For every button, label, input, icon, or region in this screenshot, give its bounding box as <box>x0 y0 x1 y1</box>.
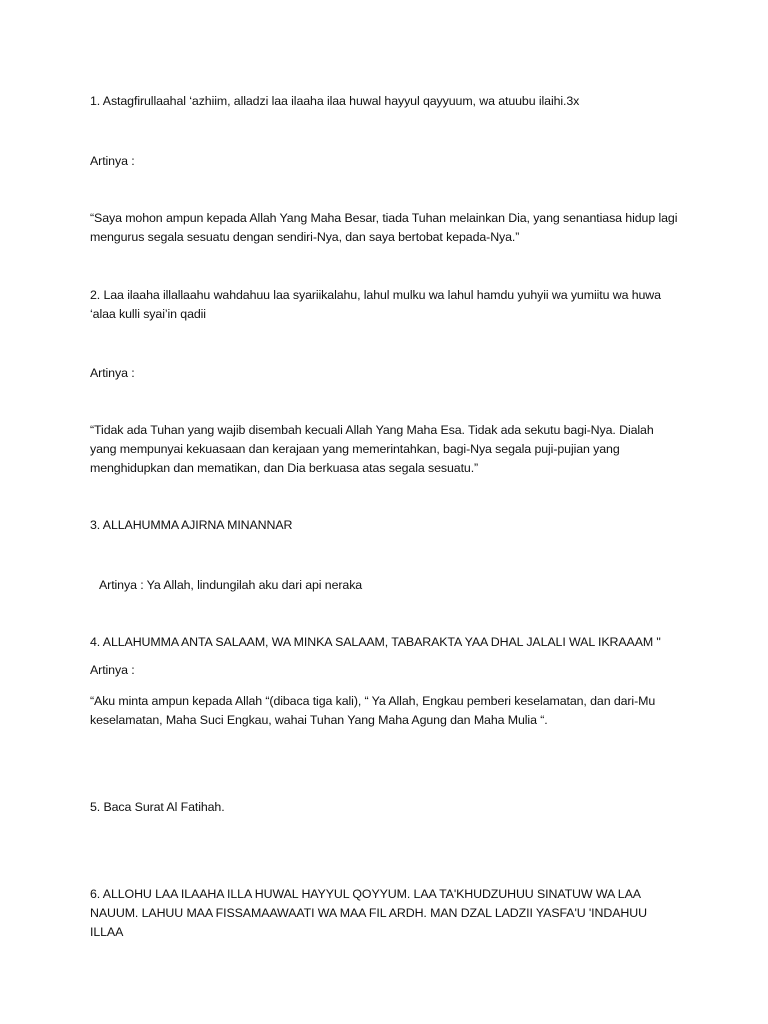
paragraph-2-text: 2. Laa ilaaha illallaahu wahdahuu laa syariikalahu, lahul mulku wa lahul hamdu yuhyii wa yumiitu wa huwa ‘alaa kulli syai’in qadii <box>90 288 661 321</box>
artinya-label-1: Artinya : <box>90 154 135 168</box>
paragraph-5-text: 5. Baca Surat Al Fatihah. <box>90 800 225 814</box>
paragraph-4-text: 4. ALLAHUMMA ANTA SALAAM, WA MINKA SALAAM, TABARAKTA YAA DHAL JALALI WAL IKRAAAM " <box>90 635 661 649</box>
paragraph-2-translation: “Tidak ada Tuhan yang wajib disembah kecuali Allah Yang Maha Esa. Tidak ada sekutu bagi-Nya. Dialah yang mempunyai kekuasaan dan kerajaan yang memerintahkan, bagi-Nya segala puji-pujian yang menghidupkan dan mematikan, dan Dia berkuasa atas segala sesuatu.” <box>90 423 654 475</box>
paragraph-3-translation: Artinya : Ya Allah, lindungilah aku dari api neraka <box>99 578 363 592</box>
paragraph-6-text: 6. ALLOHU LAA ILAAHA ILLA HUWAL HAYYUL QOYYUM. LAA TA'KHUDZUHUU SINATUW WA LAA NAUUM. LAHUU MAA FISSAMAAWAATI WA MAA FIL ARDH. MAN DZAL LADZII YASFA'U 'INDAHUU ILLAA <box>90 887 647 939</box>
artinya-label-4: Artinya : <box>90 663 135 677</box>
paragraph-1-text: 1. Astagfirullaahal ‘azhiim, alladzi laa ilaaha ilaa huwal hayyul qayyuum, wa atuubu ilaihi.3x <box>90 94 580 108</box>
paragraph-1-translation: “Saya mohon ampun kepada Allah Yang Maha Besar, tiada Tuhan melainkan Dia, yang senantiasa hidup lagi mengurus segala sesuatu dengan sendiri-Nya, dan saya bertobat kepada-Nya.” <box>90 211 678 244</box>
paragraph-3-text: 3. ALLAHUMMA AJIRNA MINANNAR <box>90 518 293 532</box>
paragraph-4-translation: “Aku minta ampun kepada Allah “(dibaca tiga kali), “ Ya Allah, Engkau pemberi keselamatan, dan dari-Mu keselamatan, Maha Suci Engkau, wahai Tuhan Yang Maha Agung dan Maha Mulia “. <box>90 694 656 727</box>
artinya-label-2: Artinya : <box>90 366 135 380</box>
